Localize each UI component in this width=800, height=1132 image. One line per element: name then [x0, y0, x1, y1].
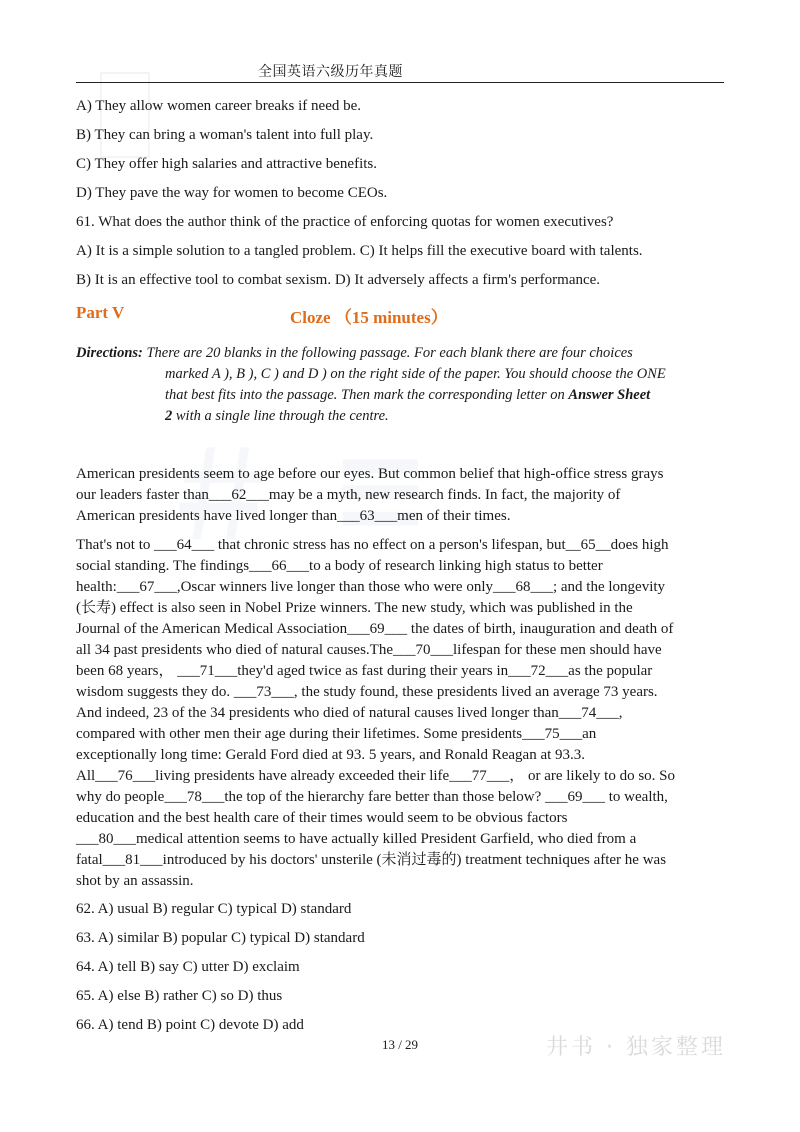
q61-options-line-1: A) It is a simple solution to a tangled problem. C) It helps fill the executive board with talents. — [76, 243, 643, 259]
passage-line: (长寿) effect is also seen in Nobel Prize winners. The new study, which was published in the — [76, 600, 633, 616]
part-label: Part V — [76, 303, 125, 322]
passage-line: fatal___81___introduced by his doctors' unsterile (未消过毒的) treatment techniques after he was — [76, 852, 667, 868]
q60-option-d: D) They pave the way for women to become CEOs. — [76, 185, 388, 201]
watermark-glyph-decoration: ＃ — [160, 427, 280, 566]
passage-line: That's not to ___64___ that chronic stress has no effect on a person's lifespan, but__65__does high — [76, 537, 669, 553]
cloze-option-62: 62. A) usual B) regular C) typical D) standard — [76, 901, 352, 917]
header-divider — [76, 82, 724, 83]
passage-line: health:___67___,Oscar winners live longer than those who were only___68___; and the longevity — [76, 579, 666, 595]
passage-line: all 34 past presidents who died of natural causes.The___70___lifespan for these men should have — [76, 642, 662, 658]
passage-line: ___80___medical attention seems to have actually killed President Garfield, who died from a — [76, 831, 637, 847]
passage-line: compared with other men their age during their lifetimes. Some presidents___75___an — [76, 726, 597, 742]
q60-option-a: A) They allow women career breaks if need be. — [76, 98, 362, 114]
directions-line-2: marked A ), B ), C ) and D ) on the right side of the paper. You should choose the ONE — [165, 366, 666, 382]
answer-sheet-number: 2 — [165, 408, 173, 424]
cloze-option-64: 64. A) tell B) say C) utter D) exclaim — [76, 959, 300, 975]
q61-question: 61. What does the author think of the practice of enforcing quotas for women executives? — [76, 214, 614, 230]
directions-lead: Directions: — [76, 345, 143, 361]
passage-line: American presidents seem to age before our eyes. But common belief that high-office stress grays — [76, 466, 664, 482]
passage-line: shot by an assassin. — [76, 873, 194, 889]
part-title: Cloze （15 minutes） — [290, 308, 448, 327]
directions-line-4: with a single line through the centre. — [172, 408, 389, 424]
header-title: 全国英语六级历年真题 — [258, 64, 403, 80]
passage-line: wisdom suggests they do. ___73___, the study found, these presidents lived an average 73 years. — [76, 684, 658, 700]
watermark-box-decoration — [100, 72, 150, 158]
passage-paragraph-2 — [76, 535, 724, 892]
q60-option-b: B) They can bring a woman's talent into full play. — [76, 127, 374, 143]
passage-line: exceptionally long time: Gerald Ford died at 93. 5 years, and Ronald Reagan at 93.3. — [76, 747, 586, 763]
cloze-option-63: 63. A) similar B) popular C) typical D) standard — [76, 930, 365, 946]
cloze-option-66: 66. A) tend B) point C) devote D) add — [76, 1017, 304, 1033]
passage-line: been 68 years， ___71___they'd aged twice as fast during their years in___72___as the popular — [76, 663, 653, 679]
passage-line: And indeed, 23 of the 34 presidents who died of natural causes lived longer than___74___, — [76, 705, 623, 721]
passage-line: American presidents have lived longer than___63___men of their times. — [76, 508, 511, 524]
q60-option-c: C) They offer high salaries and attractive benefits. — [76, 156, 378, 172]
q61-options-line-2: B) It is an effective tool to combat sexism. D) It adversely affects a firm's performance. — [76, 272, 601, 288]
directions-line-3: that best fits into the passage. Then mark the corresponding letter on — [165, 387, 569, 403]
passage-line: our leaders faster than___62___may be a myth, new research finds. In fact, the majority of — [76, 487, 621, 503]
footer-watermark: 井书 · 独家整理 — [546, 1035, 726, 1060]
page-number: 13 / 29 — [381, 1037, 419, 1052]
passage-line: social standing. The findings___66___to a body of research linking high status to better — [76, 558, 603, 574]
directions-block — [76, 343, 726, 427]
passage-line: why do people___78___the top of the hierarchy fare better than those below? ___69___ to wealth, — [76, 789, 668, 805]
watermark-glyph-decoration: ≡ — [330, 420, 431, 559]
passage-line: education and the best health care of their times would seem to be obvious factors — [76, 810, 568, 826]
passage-paragraph-1 — [76, 464, 724, 527]
answer-sheet-label: Answer Sheet — [568, 387, 651, 403]
directions-line-1: There are 20 blanks in the following passage. For each blank there are four choices — [142, 345, 633, 361]
passage-line: All___76___living presidents have already exceeded their life___77___， or are likely to do so. So — [76, 768, 676, 784]
cloze-option-65: 65. A) else B) rather C) so D) thus — [76, 988, 283, 1004]
passage-line: Journal of the American Medical Association___69___ the dates of birth, inauguration and death of — [76, 621, 674, 637]
